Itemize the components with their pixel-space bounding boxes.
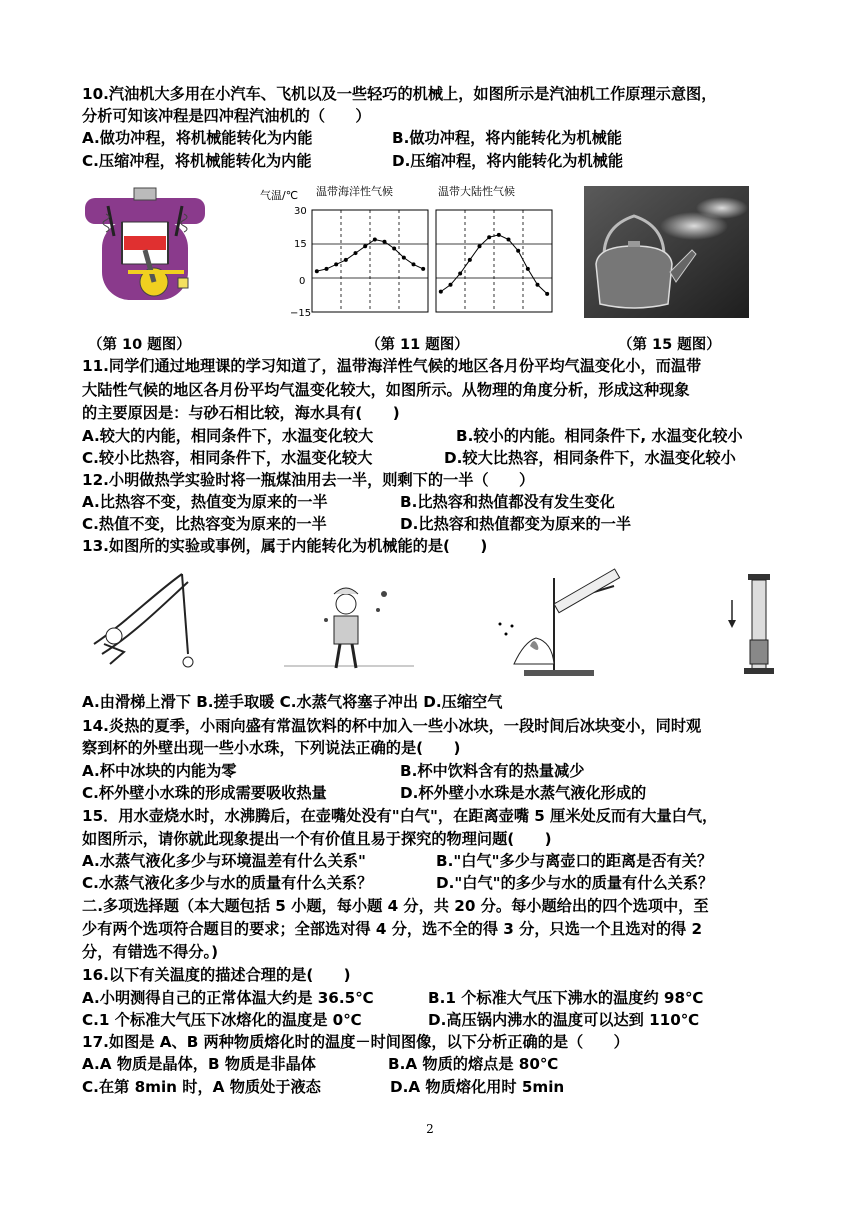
data-point — [421, 267, 425, 271]
section2-line2: 少有两个选项符合题目的要求；全部选对得 4 分，选不全的得 3 分，只选一个且选对的得 2 — [82, 920, 703, 938]
engine-diagram — [82, 186, 208, 310]
q11-option-b: B.较小的内能。相同条件下, 水温变化较小 — [456, 427, 743, 445]
q15-option-b: B."白气"多少与离壶口的距离是否有关？ — [436, 852, 713, 870]
q12-option-b: B.比热容和热值都没有发生变化 — [400, 493, 615, 511]
data-point — [315, 269, 319, 273]
y-tick-15: 15 — [294, 239, 307, 250]
q11-option-a: A.较大的内能，相同条件下，水温变化较大 — [82, 427, 374, 445]
q13-options: A.由滑梯上滑下 B.搓手取暖 C.水蒸气将塞子冲出 D.压缩空气 — [82, 693, 503, 711]
data-point — [439, 290, 443, 294]
caption-fig10: （第 10 题图） — [88, 337, 191, 353]
caption-fig15: （第 15 题图） — [618, 337, 721, 353]
data-point — [526, 267, 530, 271]
data-point — [383, 240, 387, 244]
q13-figures — [84, 564, 780, 684]
q16-option-d: D.高压锅内沸水的温度可以达到 110℃ — [428, 1011, 700, 1029]
y-axis-label: 气温/℃ — [260, 189, 299, 202]
q10-stem-line1: 10.汽油机大多用在小汽车、飞机以及一些轻巧的机械上，如图所示是汽油机工作原理示意图， — [82, 85, 717, 103]
kettle-photo — [584, 186, 749, 318]
data-point — [507, 237, 511, 241]
data-point — [468, 258, 472, 262]
y-tick-0: 0 — [299, 276, 306, 287]
q16-option-b: B.1 个标准大气压下沸水的温度约 98℃ — [428, 989, 704, 1007]
q10-stem-line2: 分析可知该冲程是四冲程汽油机的（ ） — [82, 107, 371, 125]
q10-option-c: C.压缩冲程，将机械能转化为内能 — [82, 152, 312, 170]
data-point — [487, 235, 491, 239]
rubbing-hands-figure — [284, 588, 414, 668]
data-point — [478, 244, 482, 248]
q12-option-d: D.比热容和热值都变为原来的一半 — [400, 515, 632, 533]
q15-option-d: D."白气"的多少与水的质量有什么关系？ — [436, 874, 714, 892]
data-point — [402, 256, 406, 260]
slide-figure — [94, 574, 193, 667]
q17-option-a: A.A 物质是晶体，B 物质是非晶体 — [82, 1055, 316, 1073]
data-point — [516, 249, 520, 253]
data-point — [344, 258, 348, 262]
data-point — [325, 267, 329, 271]
data-point — [545, 292, 549, 296]
page-number: 2 — [426, 1122, 434, 1136]
q14-line2: 察到杯的外壁出现一些小水珠，下列说法正确的是( ) — [82, 739, 461, 757]
caption-fig11: （第 11 题图） — [366, 337, 469, 353]
q14-option-b: B.杯中饮料含有的热量减少 — [400, 762, 585, 780]
q17-option-b: B.A 物质的熔点是 80℃ — [388, 1055, 559, 1073]
q10-option-a: A.做功冲程，将机械能转化为内能 — [82, 129, 313, 147]
panel-title-ocean: 温带海洋性气候 — [316, 185, 393, 198]
q12-option-a: A.比热容不变，热值变为原来的一半 — [82, 493, 328, 511]
q11-option-c: C.较小比热容，相同条件下，水温变化较大 — [82, 449, 373, 467]
q17-option-c: C.在第 8min 时，A 物质处于液态 — [82, 1078, 321, 1096]
q17-stem: 17.如图是 A、B 两种物质熔化时的温度－时间图像，以下分析正确的是（ ） — [82, 1033, 629, 1051]
q15-option-a: A.水蒸气液化多少与环境温差有什么关系" — [82, 852, 366, 870]
q14-line1: 14.炎热的夏季，小雨向盛有常温饮料的杯中加入一些小冰块，一段时间后冰块变小，同时观 — [82, 717, 702, 735]
data-point — [354, 251, 358, 255]
data-point — [497, 233, 501, 237]
data-point — [334, 262, 338, 266]
y-tick-neg15: −15 — [290, 308, 312, 319]
q14-option-d: D.杯外壁小水珠是水蒸气液化形成的 — [400, 784, 647, 802]
data-point — [458, 271, 462, 275]
section2-line3: 分，有错选不得分。) — [82, 943, 219, 961]
y-tick-30: 30 — [294, 206, 307, 217]
q17-option-d: D.A 物质熔化用时 5min — [390, 1078, 565, 1096]
air-compression-figure — [728, 574, 774, 674]
data-point — [363, 244, 367, 248]
data-point — [449, 283, 453, 287]
q11-option-d: D.较大比热容，相同条件下，水温变化较小 — [444, 449, 736, 467]
q11-line1: 11.同学们通过地理课的学习知道了，温带海洋性气候的地区各月份平均气温变化小，而温带 — [82, 357, 702, 375]
q11-line2: 大陆性气候的地区各月份平均气温变化较大，如图所示。从物理的角度分析，形成这种现象 — [82, 381, 690, 399]
q11-line3: 的主要原因是：与砂石相比较，海水具有( ) — [82, 404, 400, 422]
q15-option-c: C.水蒸气液化多少与水的质量有什么关系？ — [82, 874, 373, 892]
q14-option-c: C.杯外壁小水珠的形成需要吸收热量 — [82, 784, 327, 802]
q16-stem: 16.以下有关温度的描述合理的是( ) — [82, 966, 351, 984]
data-point — [536, 283, 540, 287]
q15-line2: 如图所示，请你就此现象提出一个有价值且易于探究的物理问题( ) — [82, 830, 552, 848]
q15-line1: 15．用水壶烧水时，水沸腾后，在壶嘴处没有"白气"，在距离壶嘴 5 厘米处反而有大量白气， — [82, 807, 718, 825]
q16-option-a: A.小明测得自己的正常体温大约是 36.5℃ — [82, 989, 374, 1007]
climate-chart — [258, 182, 578, 320]
q10-option-b: B.做功冲程，将内能转化为机械能 — [392, 129, 622, 147]
q10-option-d: D.压缩冲程，将内能转化为机械能 — [392, 152, 624, 170]
q12-option-c: C.热值不变，比热容变为原来的一半 — [82, 515, 327, 533]
data-point — [412, 262, 416, 266]
steam-stopper-figure — [499, 569, 620, 676]
data-point — [392, 247, 396, 251]
q12-stem: 12.小明做热学实验时将一瓶煤油用去一半，则剩下的一半（ ） — [82, 471, 535, 489]
section2-line1: 二.多项选择题（本大题包括 5 小题，每小题 4 分，共 20 分。每小题给出的四个选项中，至 — [82, 897, 709, 915]
panel-title-continental: 温带大陆性气候 — [438, 185, 515, 198]
data-point — [373, 237, 377, 241]
q13-stem: 13.如图所的实验或事例，属于内能转化为机械能的是( ) — [82, 537, 488, 555]
q16-option-c: C.1 个标准大气压下冰熔化的温度是 0℃ — [82, 1011, 362, 1029]
q14-option-a: A.杯中冰块的内能为零 — [82, 762, 237, 780]
